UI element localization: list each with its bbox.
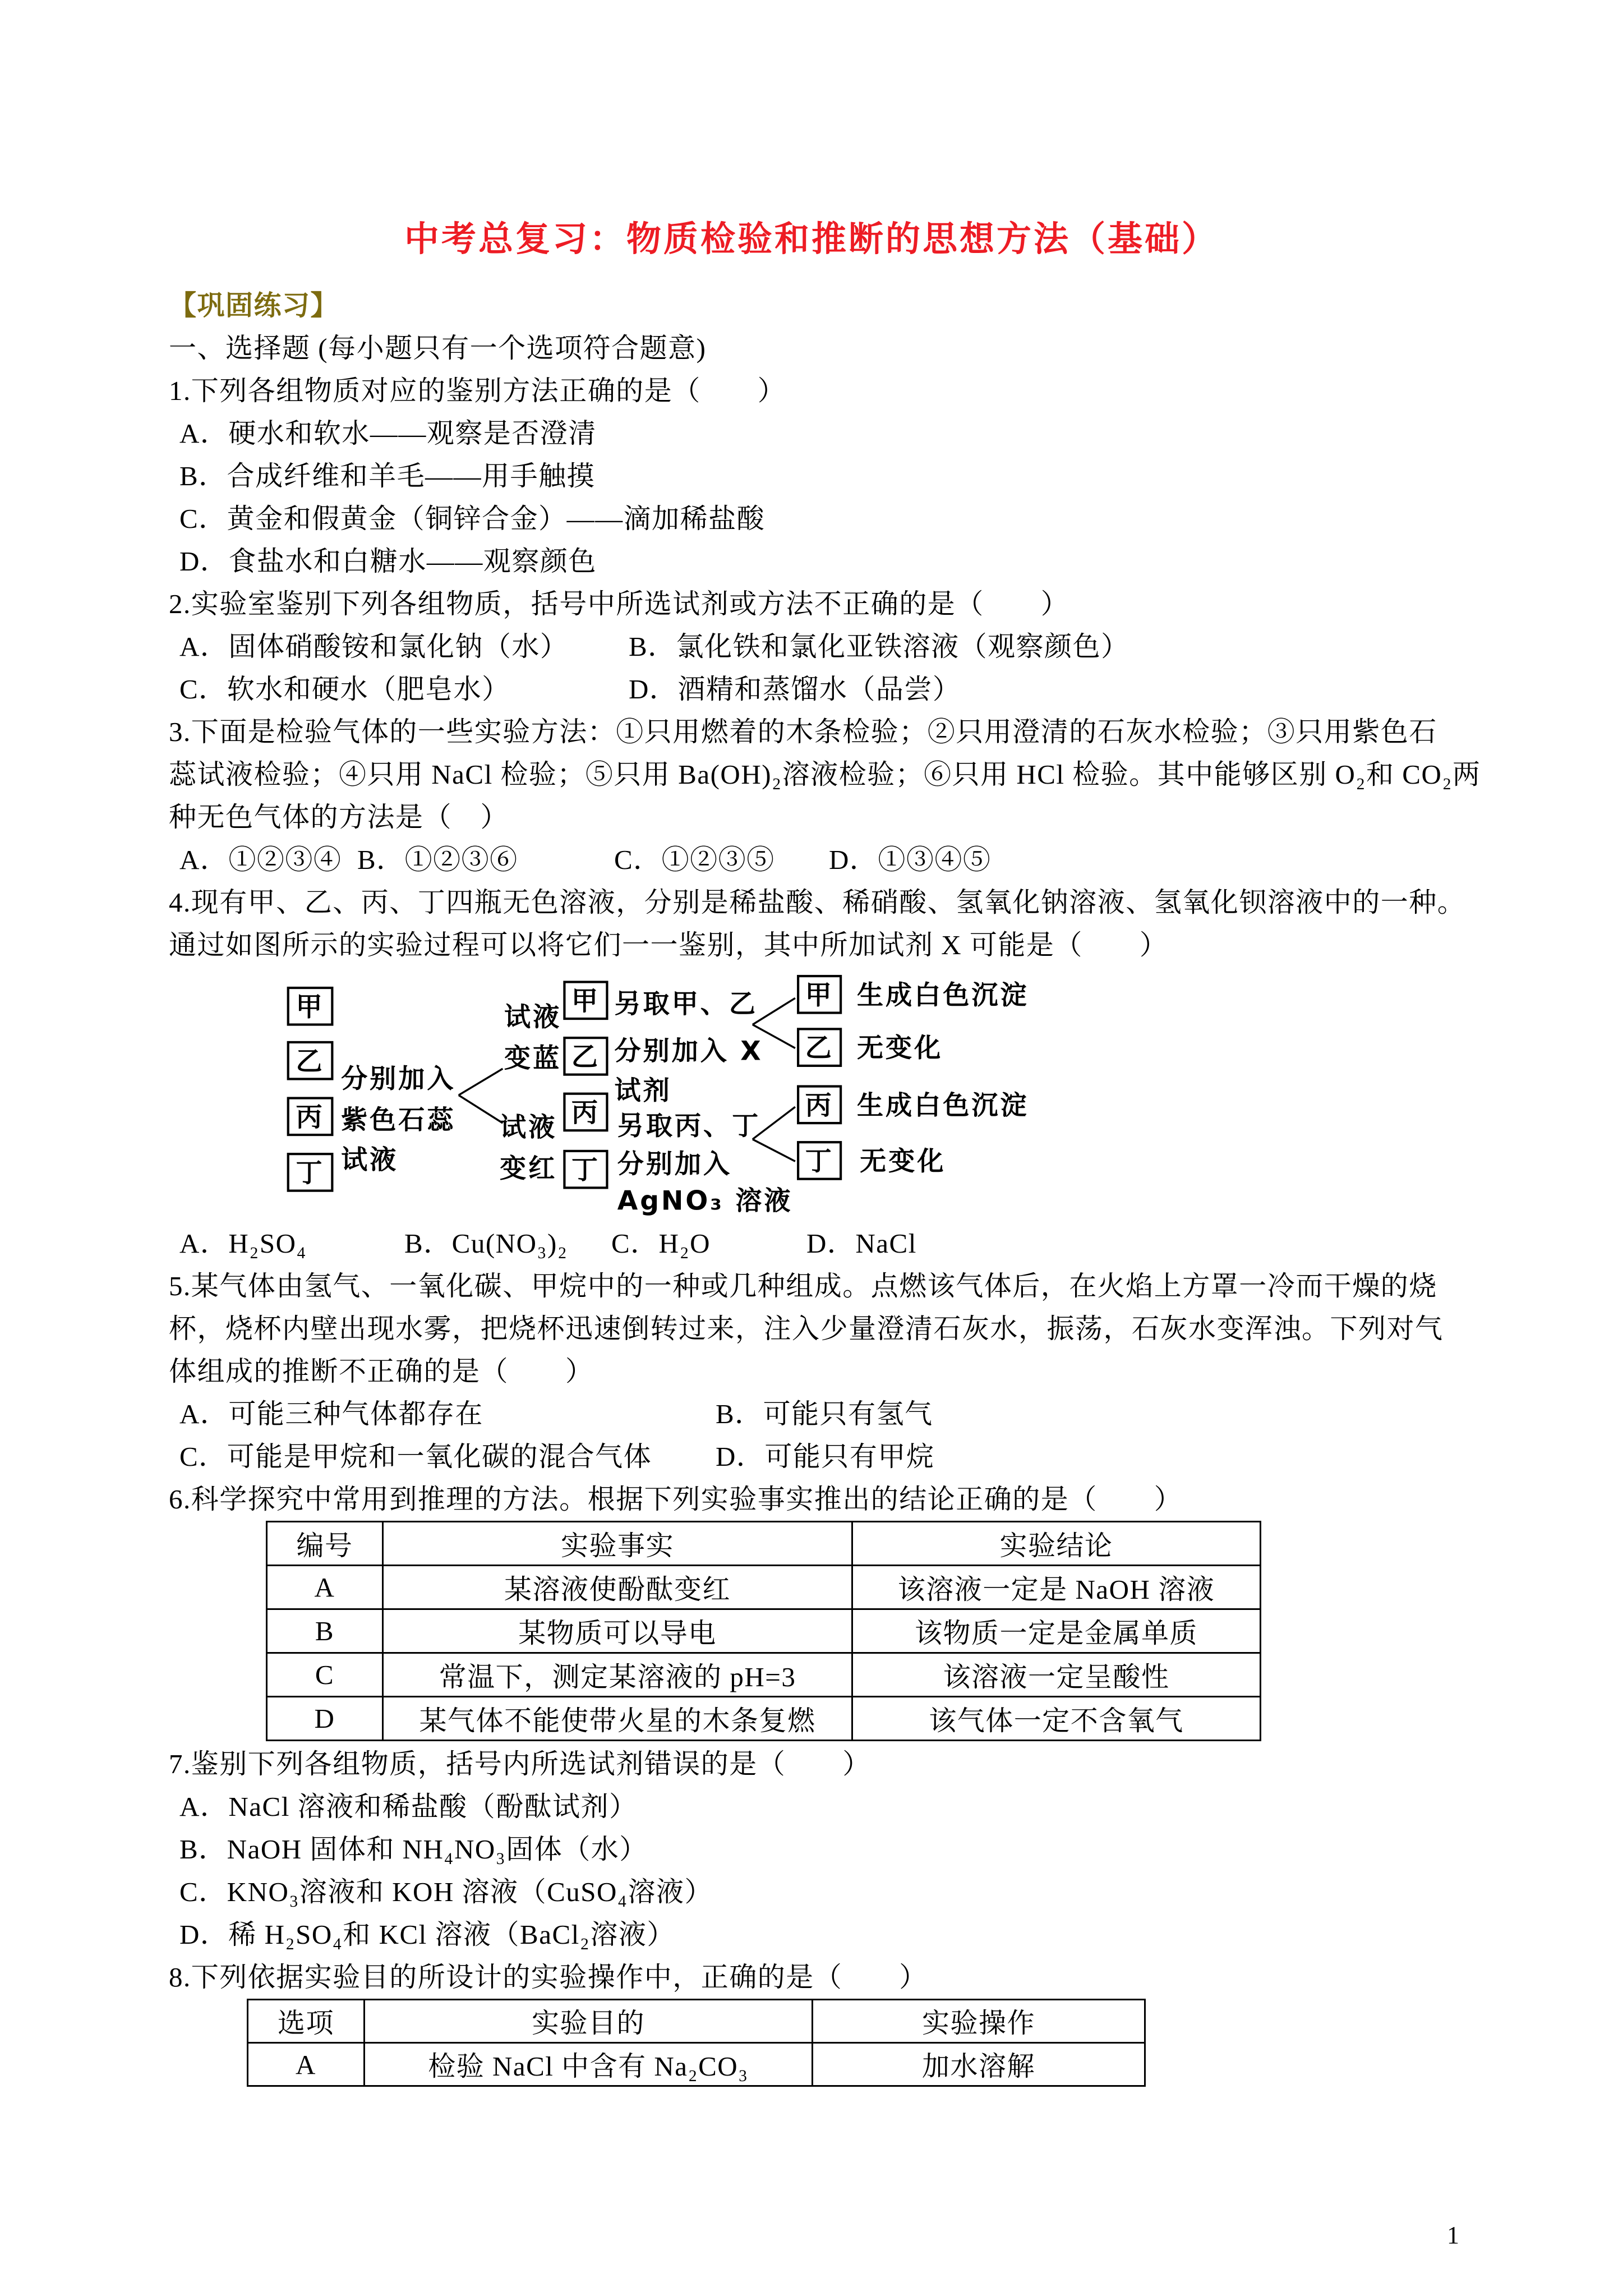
question-1-option-b: B．合成纤维和羊毛——用手触摸 bbox=[179, 461, 596, 491]
question-3-options-row bbox=[0, 839, 1623, 881]
diagram-box-label: 甲 bbox=[805, 979, 834, 1011]
table-cell: A bbox=[248, 2043, 365, 2086]
diagram-result-label: 生成白色沉淀 bbox=[856, 1090, 1029, 1121]
table-cell: B bbox=[267, 1609, 383, 1653]
diagram-box-label: 丁 bbox=[296, 1157, 325, 1189]
question-4-stem-line-1 bbox=[0, 881, 1623, 924]
question-8-table-area bbox=[0, 1999, 1623, 2087]
question-8-table bbox=[247, 1999, 1146, 2087]
question-3-stem: 蕊试液检验；④只用 NaCl 检验；⑤只用 Ba(OH)₂溶液检验；⑥只用 HCl 检验。其中能够区别 O₂和 CO₂两 bbox=[169, 759, 1481, 790]
page-number: 1 bbox=[1447, 2221, 1459, 2249]
question-1-stem: 1.下列各组物质对应的鉴别方法正确的是（ ） bbox=[169, 375, 786, 406]
table-cell: 某物质可以导电 bbox=[383, 1609, 852, 1653]
question-2-option-d: D．酒精和蒸馏水（品尝） bbox=[629, 674, 961, 705]
question-3-stem: 种无色气体的方法是（ ） bbox=[169, 802, 509, 832]
table-header-row bbox=[267, 1522, 1261, 1566]
table-header-cell: 选项 bbox=[248, 2000, 365, 2043]
diagram-result-label: 生成白色沉淀 bbox=[856, 979, 1029, 1011]
question-5-option-c: C．可能是甲烷和一氧化碳的混合气体 bbox=[179, 1441, 652, 1472]
question-2-options-row-1 bbox=[0, 625, 1623, 668]
diagram-result-label: 无变化 bbox=[860, 1145, 946, 1177]
question-1-option-b-line bbox=[0, 455, 1623, 498]
part-heading-line bbox=[0, 327, 1623, 370]
question-4-stem: 4.现有甲、乙、丙、丁四瓶无色溶液，分别是稀盐酸、稀硝酸、氢氧化钠溶液、氢氧化钡溶液中的一种。 bbox=[169, 887, 1466, 918]
question-1-option-d: D．食盐水和白糖水——观察颜色 bbox=[179, 546, 597, 577]
diagram-step-label: 分别加入 bbox=[617, 1149, 732, 1180]
question-5-stem-line-2 bbox=[0, 1308, 1623, 1350]
diagram-branch-label: 变蓝 bbox=[504, 1043, 562, 1074]
table-header-cell: 编号 bbox=[267, 1522, 383, 1566]
diagram-box-label: 丙 bbox=[571, 1097, 600, 1129]
table-cell: 该气体一定不含氧气 bbox=[852, 1697, 1261, 1741]
question-5-stem-line-1 bbox=[0, 1265, 1623, 1308]
question-3-option-d: D．①③④⑤ bbox=[829, 844, 992, 875]
question-1-option-a-line bbox=[0, 412, 1623, 455]
diagram-box-label: 丁 bbox=[571, 1154, 600, 1186]
question-3-option-a: A．①②③④ bbox=[179, 844, 342, 875]
diagram-branch-label: 试液 bbox=[504, 1002, 562, 1033]
question-4-options-row bbox=[0, 1222, 1623, 1265]
table-header-cell: 实验操作 bbox=[813, 2000, 1145, 2043]
diagram-step-label: 另取丙、丁 bbox=[617, 1111, 761, 1142]
question-4-stem: 通过如图所示的实验过程可以将它们一一鉴别，其中所加试剂 X 可能是（ ） bbox=[169, 930, 1168, 960]
question-7-option-a-line bbox=[0, 1786, 1623, 1828]
question-5-stem-line-3 bbox=[0, 1350, 1623, 1393]
question-5-options-row-1 bbox=[0, 1393, 1623, 1435]
table-row bbox=[267, 1609, 1261, 1653]
question-4-option-d: D．NaCl bbox=[806, 1228, 917, 1259]
diagram-box-label: 甲 bbox=[296, 991, 325, 1023]
table-cell: 常温下，测定某溶液的 pH=3 bbox=[383, 1653, 852, 1697]
question-8-stem-line bbox=[0, 1956, 1623, 1999]
table-row bbox=[267, 1653, 1261, 1697]
diagram-step-label: 试液 bbox=[341, 1144, 399, 1176]
question-1-option-c-line bbox=[0, 498, 1623, 540]
page-title: 中考总复习：物质检验和推断的思想方法（基础） bbox=[404, 220, 1219, 259]
diagram-branch-label: 变红 bbox=[500, 1153, 557, 1185]
table-cell: 检验 NaCl 中含有 Na₂CO₃ bbox=[365, 2043, 813, 2086]
question-5-options-row-2 bbox=[0, 1435, 1623, 1478]
question-1-stem-line bbox=[0, 370, 1623, 412]
diagram-step-label: 紫色石蕊 bbox=[341, 1105, 456, 1136]
diagram-result-label: 无变化 bbox=[856, 1033, 943, 1064]
table-cell: A bbox=[267, 1566, 383, 1609]
question-3-stem: 3.下面是检验气体的一些实验方法：①只用燃着的木条检验；②只用澄清的石灰水检验；③只用紫色石 bbox=[169, 716, 1437, 747]
question-7-option-c-line bbox=[0, 1871, 1623, 1913]
table-cell: D bbox=[267, 1697, 383, 1741]
question-3-option-b: B．①②③⑥ bbox=[357, 844, 518, 875]
table-row bbox=[267, 1697, 1261, 1741]
diagram-branch-label: 试液 bbox=[500, 1112, 557, 1143]
diagram-box-label: 乙 bbox=[296, 1046, 325, 1077]
question-3-stem-line-2 bbox=[0, 753, 1623, 796]
question-7-option-d: D．稀 H₂SO₄和 KCl 溶液（BaCl₂溶液） bbox=[179, 1919, 675, 1950]
question-6-table bbox=[266, 1521, 1261, 1741]
question-5-stem: 5.某气体由氢气、一氧化碳、甲烷中的一种或几种组成。点燃该气体后，在火焰上方罩一冷而干燥的烧 bbox=[169, 1271, 1437, 1301]
table-cell: 该物质一定是金属单质 bbox=[852, 1609, 1261, 1653]
question-1-option-d-line bbox=[0, 540, 1623, 583]
table-row bbox=[267, 1566, 1261, 1609]
diagram-box-label: 丙 bbox=[296, 1102, 325, 1133]
question-5-option-b: B．可能只有氢气 bbox=[716, 1398, 933, 1429]
part-heading: 一、选择题 (每小题只有一个选项符合题意) bbox=[169, 333, 707, 364]
question-2-option-b: B．氯化铁和氯化亚铁溶液（观察颜色） bbox=[629, 631, 1129, 662]
question-7-stem-line bbox=[0, 1743, 1623, 1786]
diagram-step-label: 试剂 bbox=[614, 1075, 672, 1107]
table-header-row bbox=[248, 2000, 1145, 2043]
question-6-table-area bbox=[0, 1521, 1623, 1743]
question-4-option-a: A．H₂SO₄ bbox=[179, 1228, 307, 1259]
diagram-box-label: 丙 bbox=[805, 1090, 834, 1121]
question-5-stem: 杯，烧杯内壁出现水雾，把烧杯迅速倒转过来，注入少量澄清石灰水，振荡，石灰水变浑浊。下列对气 bbox=[169, 1313, 1444, 1344]
question-7-option-d-line bbox=[0, 1913, 1623, 1956]
table-header-cell: 实验事实 bbox=[383, 1522, 852, 1566]
question-6-stem-line bbox=[0, 1478, 1623, 1521]
question-7-option-c: C．KNO₃溶液和 KOH 溶液（CuSO₄溶液） bbox=[179, 1876, 713, 1907]
question-3-option-c: C．①②③⑤ bbox=[614, 844, 775, 875]
table-header-cell: 实验目的 bbox=[365, 2000, 813, 2043]
question-5-stem: 体组成的推断不正确的是（ ） bbox=[169, 1356, 594, 1387]
table-cell: 该溶液一定呈酸性 bbox=[852, 1653, 1261, 1697]
question-2-options-row-2 bbox=[0, 668, 1623, 711]
question-3-stem-line-3 bbox=[0, 796, 1623, 839]
table-cell: 某气体不能使带火星的木条复燃 bbox=[383, 1697, 852, 1741]
table-row bbox=[248, 2043, 1145, 2086]
question-4-stem-line-2 bbox=[0, 924, 1623, 967]
question-2-option-a: A．固体硝酸铵和氯化钠（水） bbox=[179, 631, 569, 662]
table-header-cell: 实验结论 bbox=[852, 1522, 1261, 1566]
question-1-option-c: C．黄金和假黄金（铜锌合金）——滴加稀盐酸 bbox=[179, 503, 766, 534]
diagram-box-label: 丁 bbox=[805, 1145, 834, 1177]
diagram-step-label: 分别加入 X bbox=[614, 1036, 763, 1067]
question-5-option-d: D．可能只有甲烷 bbox=[716, 1441, 935, 1472]
diagram-step-label: 另取甲、乙 bbox=[614, 988, 758, 1020]
question-8-stem: 8.下列依据实验目的所设计的实验操作中，正确的是（ ） bbox=[169, 1962, 928, 1993]
diagram-fork-litmus bbox=[459, 1069, 503, 1123]
table-cell: 某溶液使酚酞变红 bbox=[383, 1566, 852, 1609]
question-6-stem: 6.科学探究中常用到推理的方法。根据下列实验事实推出的结论正确的是（ ） bbox=[169, 1484, 1183, 1515]
table-cell: 加水溶解 bbox=[813, 2043, 1145, 2086]
section-tag-line bbox=[0, 284, 1623, 327]
question-7-stem: 7.鉴别下列各组物质，括号内所选试剂错误的是（ ） bbox=[169, 1749, 871, 1779]
question-7-option-b-line bbox=[0, 1828, 1623, 1871]
diagram-box-label: 乙 bbox=[805, 1033, 834, 1064]
experiment-flow-diagram bbox=[279, 967, 1058, 1222]
question-2-option-c: C．软水和硬水（肥皂水） bbox=[179, 674, 510, 705]
section-tag: 【巩固练习】 bbox=[169, 290, 339, 321]
diagram-box-label: 甲 bbox=[571, 986, 600, 1017]
question-4-diagram-area bbox=[0, 967, 1623, 1222]
question-4-option-b: B．Cu(NO₃)₂ bbox=[404, 1228, 568, 1259]
diagram-step-label: 分别加入 bbox=[341, 1064, 456, 1095]
table-cell: C bbox=[267, 1653, 383, 1697]
question-1-option-a: A．硬水和软水——观察是否澄清 bbox=[179, 418, 597, 449]
question-3-stem-line-1 bbox=[0, 711, 1623, 753]
document-body bbox=[0, 284, 1623, 2087]
diagram-box-label: 乙 bbox=[571, 1041, 600, 1073]
question-2-stem: 2.实验室鉴别下列各组物质，括号中所选试剂或方法不正确的是（ ） bbox=[169, 588, 1069, 619]
question-5-option-a: A．可能三种气体都存在 bbox=[179, 1398, 483, 1429]
question-7-option-a: A．NaCl 溶液和稀盐酸（酚酞试剂） bbox=[179, 1791, 638, 1822]
diagram-step-label: AgNO₃ 溶液 bbox=[617, 1185, 793, 1217]
question-7-option-b: B．NaOH 固体和 NH₄NO₃固体（水） bbox=[179, 1834, 648, 1865]
question-4-option-c: C．H₂O bbox=[611, 1228, 711, 1259]
question-2-stem-line bbox=[0, 583, 1623, 625]
table-cell: 该溶液一定是 NaOH 溶液 bbox=[852, 1566, 1261, 1609]
